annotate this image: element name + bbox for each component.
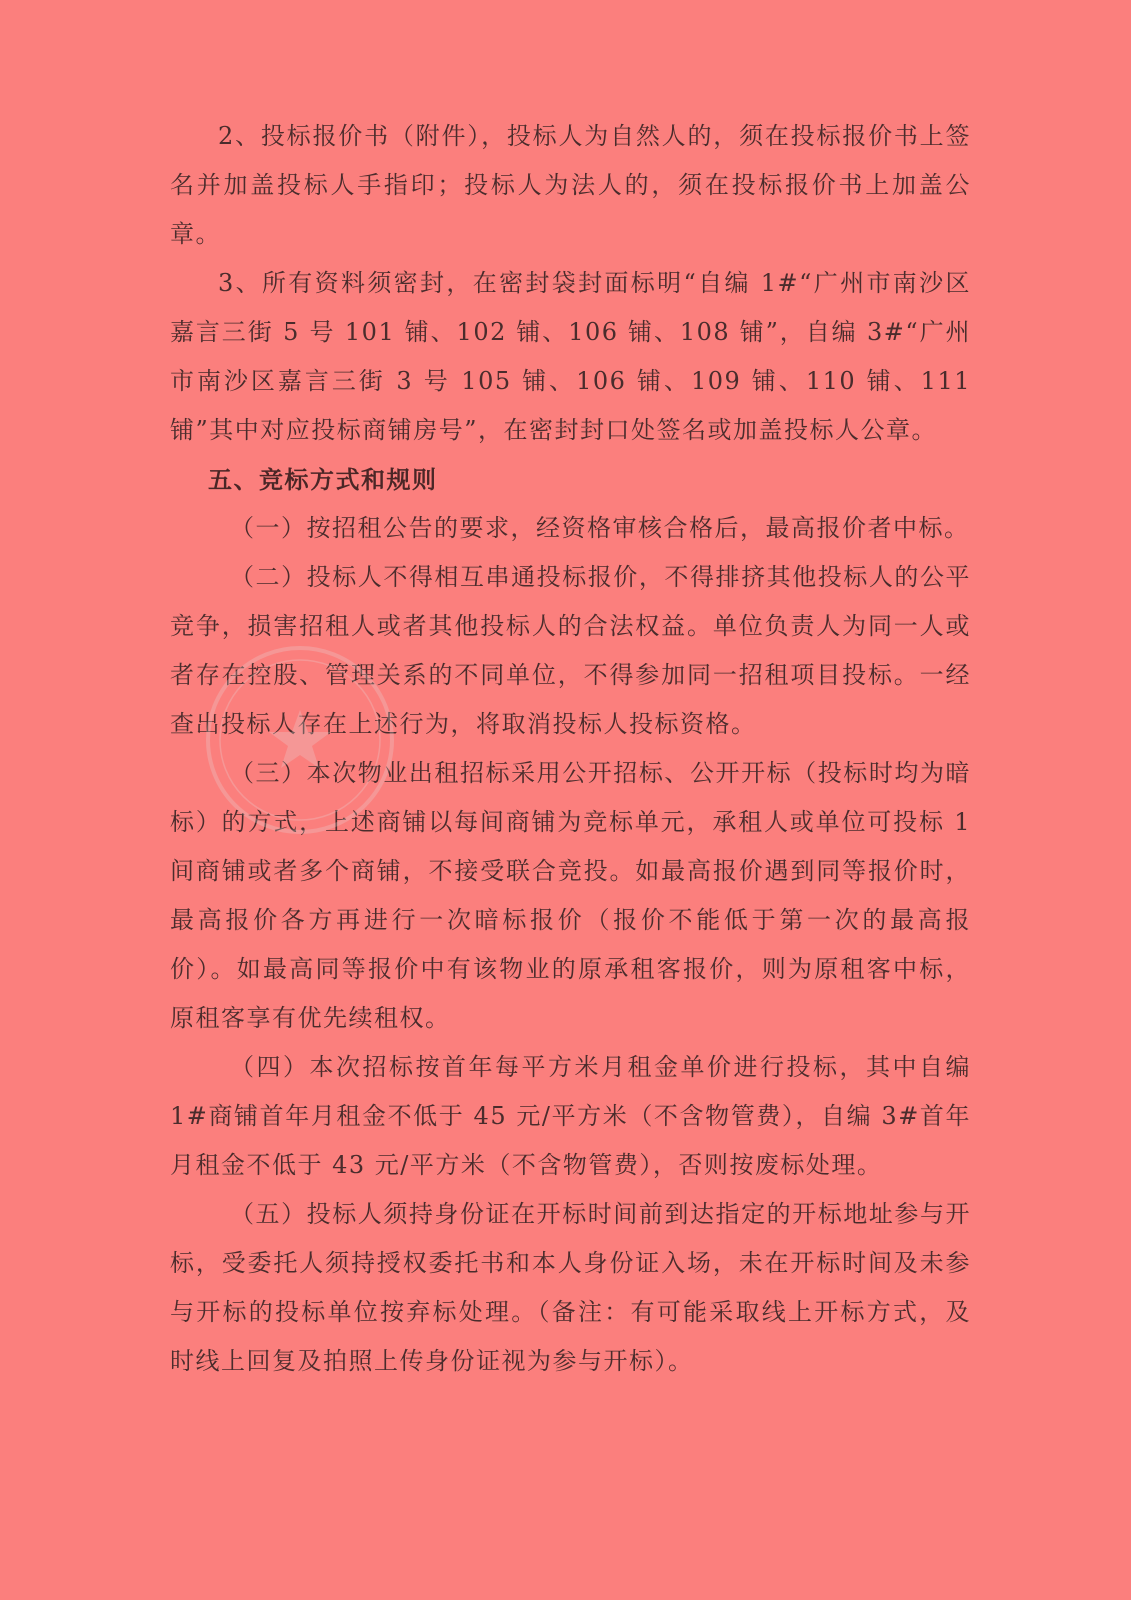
- rule-2: （二）投标人不得相互串通投标报价，不得排挤其他投标人的公平竞争，损害招租人或者其他投标人的合法权益。单位负责人为同一人或者存在控股、管理关系的不同单位，不得参加同一招租项目投标。一经查出投标人存在上述行为，将取消投标人投标资格。: [170, 563, 971, 738]
- rule-3: （三）本次物业出租招标采用公开招标、公开开标（投标时均为暗标）的方式，上述商铺以每间商铺为竞标单元，承租人或单位可投标 1 间商铺或者多个商铺，不接受联合竞投。如最高报价遇到同等报价时，最高报价各方再进行一次暗标报价（报价不能低于第一次的最高报价）。如最高同等报价中有该物业的原承租客报价，则为原租客中标，原租客享有优先续租权。: [170, 759, 971, 1032]
- section-heading: 五、竞标方式和规则: [208, 465, 438, 494]
- paragraph-bid-quote: 2、投标报价书（附件），投标人为自然人的，须在投标报价书上签名并加盖投标人手指印；投标人为法人的，须在投标报价书上加盖公章。: [170, 122, 971, 248]
- rule-1: （一）按招租公告的要求，经资格审核合格后，最高报价者中标。: [230, 514, 970, 542]
- paragraph-sealing: 3、所有资料须密封，在密封袋封面标明“自编 1#“广州市南沙区嘉言三街 5 号 101 铺、102 铺、106 铺、108 铺”，自编 3#“广州市南沙区嘉言三街 3 号 105 铺、106 铺、109 铺、110 铺、111 铺”其中对应投标商铺房号”，在密封封口处签名或加盖投标人公章。: [170, 269, 971, 444]
- rule-5: （五）投标人须持身份证在开标时间前到达指定的开标地址参与开标，受委托人须持授权委托书和本人身份证入场，未在开标时间及未参与开标的投标单位按弃标处理。（备注：有可能采取线上开标方式，及时线上回复及拍照上传身份证视为参与开标）。: [170, 1200, 971, 1375]
- rule-4: （四）本次招标按首年每平方米月租金单价进行投标，其中自编 1#商铺首年月租金不低于 45 元/平方米（不含物管费），自编 3#首年月租金不低于 43 元/平方米（不含物管费），否则按废标处理。: [170, 1053, 971, 1179]
